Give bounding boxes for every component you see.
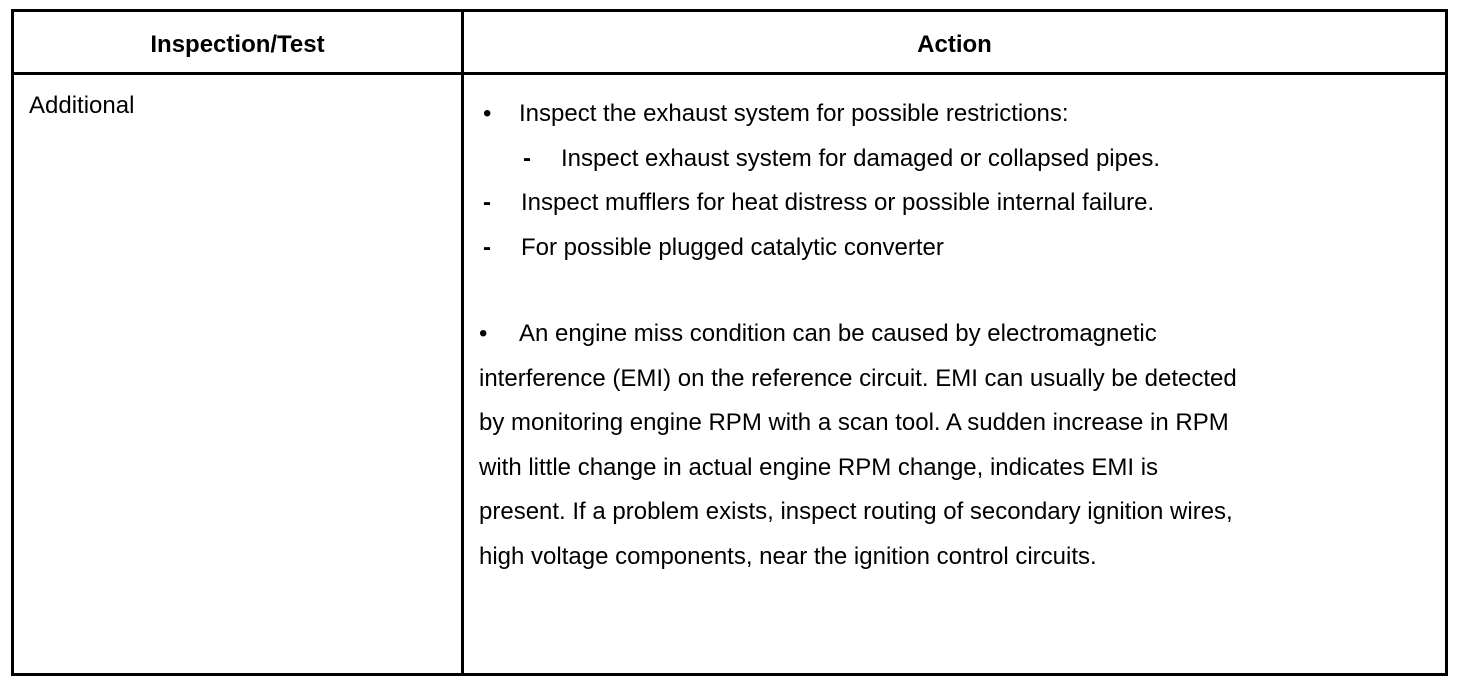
list-item bbox=[479, 181, 1419, 226]
paragraph-line: by monitoring engine RPM with a scan tool. A sudden increase in RPM bbox=[479, 409, 1229, 436]
list-item-text: Inspect exhaust system for damaged or collapsed pipes. bbox=[561, 144, 1160, 172]
bullet-marker: • bbox=[479, 320, 488, 347]
bullet-marker: • bbox=[483, 100, 492, 127]
dash-marker: - bbox=[483, 233, 491, 261]
table-header-row bbox=[14, 12, 1445, 75]
emi-paragraph bbox=[479, 312, 1369, 579]
paragraph-line: high voltage components, near the ignition control circuits. bbox=[479, 542, 1097, 570]
paragraph-line bbox=[479, 312, 1369, 357]
dash-marker: - bbox=[523, 144, 531, 172]
list-item bbox=[479, 92, 1419, 137]
cell-inspection-additional: Additional bbox=[29, 92, 135, 119]
paragraph-line-text: An engine miss condition can be caused by electromagnetic bbox=[519, 320, 1157, 347]
list-item-text: For possible plugged catalytic converter bbox=[521, 233, 944, 261]
paragraph-line: interference (EMI) on the reference circuit. EMI can usually be detected bbox=[479, 364, 1237, 392]
paragraph-line: with little change in actual engine RPM change, indicates EMI is bbox=[479, 453, 1159, 481]
cell-action bbox=[479, 92, 1419, 579]
paragraph-line: present. If a problem exists, inspect routing of secondary ignition wires, bbox=[479, 498, 1233, 525]
list-item bbox=[479, 226, 1419, 271]
inspection-table bbox=[11, 9, 1448, 676]
header-action: Action bbox=[917, 31, 992, 58]
header-inspection-test: Inspection/Test bbox=[150, 31, 325, 58]
column-divider bbox=[461, 12, 464, 673]
list-item bbox=[479, 137, 1419, 182]
list-item-text: Inspect mufflers for heat distress or possible internal failure. bbox=[521, 189, 1155, 216]
dash-marker: - bbox=[483, 189, 491, 216]
list-item-text: Inspect the exhaust system for possible restrictions: bbox=[519, 100, 1069, 127]
